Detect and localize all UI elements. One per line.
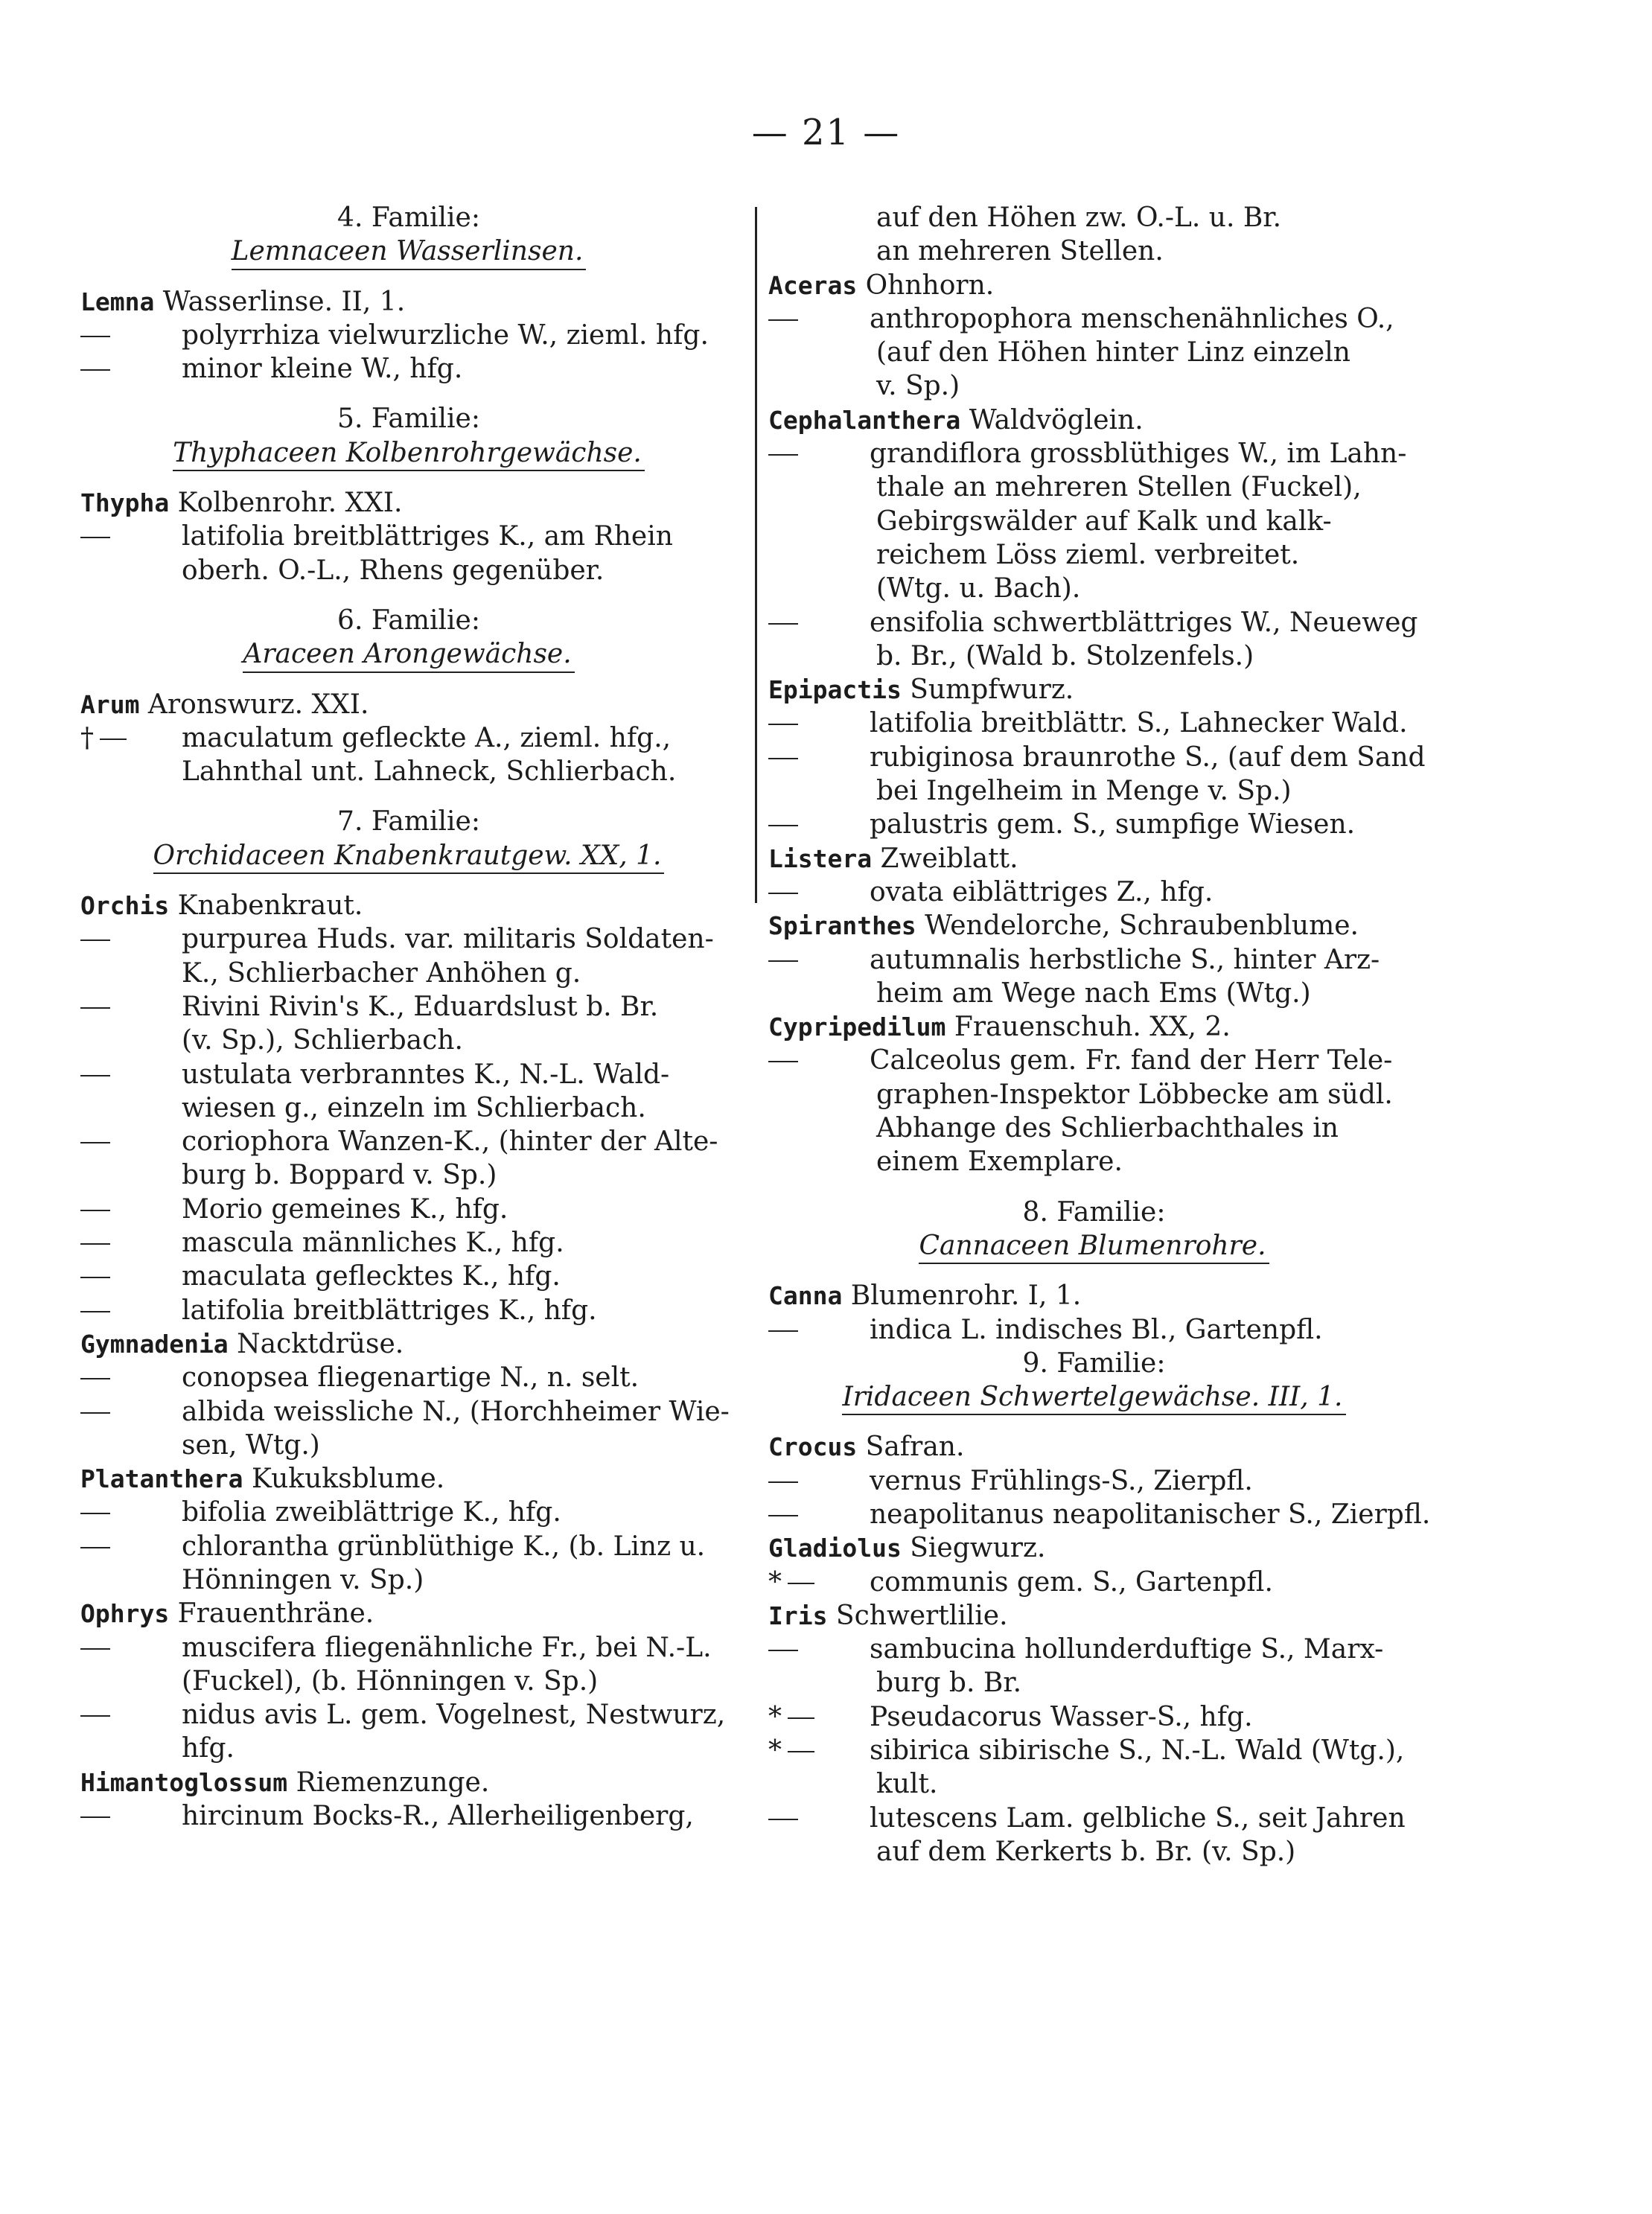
species-entry (80, 1361, 737, 1394)
family-number: 7. Familie: (337, 806, 480, 838)
ditto-dash (768, 724, 798, 725)
family-number: 4. Familie: (337, 202, 480, 233)
continuation-line: Hönningen v. Sp.) (182, 1564, 424, 1595)
continuation-line: auf den Höhen zw. O.-L. u. Br. (876, 202, 1282, 233)
continuation-line: K., Schlierbacher Anhöhen g. (182, 957, 581, 989)
species-text: maculata geflecktes K., hfg. (182, 1261, 561, 1292)
ditto-dash (788, 1751, 814, 1752)
species-text: purpurea Huds. var. militaris Soldaten- (182, 924, 714, 955)
ditto-dash (788, 1583, 814, 1584)
genus-name: Platanthera (80, 1464, 243, 1494)
species-entry (768, 706, 1420, 740)
genus-entry (768, 403, 1420, 437)
species-entry (768, 808, 1420, 841)
species-text: Calceolus gem. Fr. fand der Herr Tele- (870, 1045, 1393, 1076)
ditto-dash (80, 369, 110, 371)
species-text: latifolia breitblättriges K., hfg. (182, 1295, 597, 1326)
species-entry (768, 875, 1420, 909)
species-text: lutescens Lam. gelbliche S., seit Jahren (870, 1802, 1406, 1834)
ditto-dash (768, 623, 798, 625)
genus-name: Himantoglossum (80, 1767, 288, 1797)
genus-common-name: Schwertlilie. (827, 1600, 1008, 1631)
genus-name: Lemna (80, 287, 155, 316)
species-text: communis gem. S., Gartenpfl. (870, 1566, 1273, 1598)
family-number: 9. Familie: (1022, 1347, 1166, 1379)
ditto-dash (80, 1142, 110, 1143)
species-text: bifolia zweiblättrige K., hfg. (182, 1497, 561, 1528)
species-entry (768, 606, 1420, 639)
genus-name: Spiranthes (768, 911, 916, 941)
genus-name: Epipactis (768, 675, 902, 705)
genus-entry (768, 1010, 1420, 1044)
page-number: — 21 — (751, 112, 901, 153)
species-entry (768, 1498, 1431, 1531)
ditto-dash (768, 1481, 798, 1483)
genus-entry (768, 1279, 1420, 1312)
ditto-dash (768, 319, 798, 321)
genus-common-name: Blumenrohr. I, 1. (842, 1280, 1082, 1312)
continuation-line: wiesen g., einzeln im Schlierbach. (182, 1092, 646, 1123)
genus-common-name: Nacktdrüse. (228, 1328, 404, 1359)
species-entry (80, 1193, 737, 1226)
species-entry (768, 1313, 1420, 1347)
species-entry (80, 1226, 737, 1260)
species-text: ustulata verbranntes K., N.-L. Wald- (182, 1059, 670, 1090)
species-entry (768, 1566, 1420, 1599)
ditto-dash (80, 1816, 110, 1818)
genus-entry (768, 269, 1420, 302)
ditto-dash (80, 1715, 110, 1717)
continuation-line: Lahnthal unt. Lahneck, Schlierbach. (182, 756, 677, 788)
genus-name: Listera (768, 843, 873, 873)
family-number: 5. Familie: (337, 403, 480, 435)
ditto-dash (768, 893, 798, 894)
genus-entry (80, 1597, 737, 1630)
continuation-line: kult. (876, 1769, 938, 1800)
genus-entry (80, 1327, 737, 1361)
species-text: autumnalis herbstliche S., hinter Arz- (870, 944, 1380, 975)
ditto-dash (768, 1515, 798, 1516)
species-marker: * (768, 1735, 782, 1767)
species-text: chlorantha grünblüthige K., (b. Linz u. (182, 1531, 706, 1562)
genus-name: Cypripedilum (768, 1012, 946, 1042)
species-entry (80, 1698, 737, 1732)
species-marker: † (80, 722, 94, 753)
spacer (80, 872, 737, 889)
species-entry (80, 1125, 737, 1158)
genus-entry (768, 1430, 1420, 1464)
continuation-line: (auf den Höhen hinter Linz einzeln (876, 337, 1350, 369)
spacer (80, 386, 737, 402)
species-marker: * (768, 1701, 782, 1732)
genus-name: Canna (768, 1281, 843, 1311)
spacer (768, 1179, 1420, 1196)
genus-common-name: Frauenschuh. XX, 2. (945, 1012, 1231, 1043)
species-text: sambucina hollunderduftige S., Marx- (870, 1634, 1384, 1665)
continuation-line: (v. Sp.), Schlierbach. (182, 1025, 463, 1056)
species-text: mascula männliches K., hfg. (182, 1228, 564, 1259)
species-entry (768, 302, 1420, 336)
spacer (80, 671, 737, 688)
spacer (80, 470, 737, 486)
genus-common-name: Riemenzunge. (287, 1767, 490, 1798)
species-entry (80, 1631, 737, 1665)
ditto-dash (80, 537, 110, 538)
genus-common-name: Aronswurz. XXI. (139, 689, 369, 720)
species-text: nidus avis L. gem. Vogelnest, Nestwurz, (182, 1700, 726, 1731)
species-text: albida weissliche N., (Horchheimer Wie- (182, 1396, 730, 1427)
species-text: Rivini Rivin's K., Eduardslust b. Br. (182, 991, 659, 1022)
species-entry (80, 1058, 737, 1091)
genus-common-name: Ohnhorn. (857, 269, 995, 301)
species-text: maculatum gefleckte A., zieml. hfg., (182, 722, 672, 753)
species-text: conopsea fliegenartige N., n. selt. (182, 1362, 640, 1394)
ditto-dash (80, 1311, 110, 1312)
continuation-line: bei Ingelheim in Menge v. Sp.) (876, 776, 1292, 807)
genus-name: Thypha (80, 488, 170, 518)
species-entry (768, 437, 1420, 470)
continuation-line: hfg. (182, 1733, 235, 1764)
genus-entry (768, 1599, 1420, 1633)
genus-name: Cephalanthera (768, 405, 961, 435)
species-entry (768, 1464, 1420, 1498)
family-number: 6. Familie: (337, 604, 480, 636)
ditto-dash (80, 1513, 110, 1514)
genus-common-name: Frauenthräne. (169, 1598, 374, 1630)
species-entry (80, 1260, 737, 1293)
ditto-dash (80, 1648, 110, 1650)
species-entry (80, 1395, 737, 1429)
genus-entry (768, 909, 1420, 942)
genus-name: Gladiolus (768, 1534, 902, 1563)
genus-common-name: Kukuksblume. (243, 1464, 445, 1495)
species-entry (768, 1700, 1420, 1734)
family-name (80, 436, 737, 470)
genus-common-name: Safran. (857, 1432, 965, 1463)
left-column (80, 201, 737, 1833)
species-entry (768, 1734, 1420, 1767)
ditto-dash (80, 1007, 110, 1009)
ditto-dash (768, 825, 798, 826)
family-name (768, 1229, 1420, 1263)
genus-entry (768, 1531, 1420, 1565)
species-entry (80, 319, 737, 352)
species-text: latifolia breitblättriges K., am Rhein (182, 521, 673, 552)
genus-name: Gymnadenia (80, 1329, 229, 1359)
continuation-line: burg b. Br. (876, 1668, 1022, 1699)
spacer (80, 788, 737, 805)
spacer (80, 587, 737, 604)
species-text: Morio gemeines K., hfg. (182, 1193, 508, 1225)
ditto-dash (768, 1650, 798, 1651)
species-text: neapolitanus neapolitanischer S., Zierpfl. (870, 1499, 1431, 1530)
genus-entry (80, 285, 737, 319)
continuation-line: burg b. Boppard v. Sp.) (182, 1160, 497, 1191)
continuation-line: Gebirgswälder auf Kalk und kalk- (876, 505, 1332, 537)
ditto-dash (80, 1378, 110, 1379)
genus-entry (80, 688, 737, 721)
family-number: 8. Familie: (1022, 1196, 1166, 1228)
species-text: minor kleine W., hfg. (182, 354, 463, 385)
genus-common-name: Siegwurz. (901, 1533, 1046, 1564)
genus-name: Iris (768, 1601, 828, 1630)
genus-common-name: Zweiblatt. (872, 843, 1018, 874)
ditto-dash (80, 1412, 110, 1414)
species-entry (80, 352, 737, 386)
species-text: ovata eiblättriges Z., hfg. (870, 876, 1214, 907)
genus-entry (80, 889, 737, 922)
continuation-line: auf dem Kerkerts b. Br. (v. Sp.) (876, 1836, 1296, 1867)
genus-name: Arum (80, 689, 140, 719)
continuation-line: einem Exemplare. (876, 1146, 1123, 1178)
species-text: hircinum Bocks-R., Allerheiligenberg, (182, 1801, 694, 1832)
continuation-line: an mehreren Stellen. (876, 236, 1164, 267)
ditto-dash (80, 1277, 110, 1278)
ditto-dash (768, 1061, 798, 1062)
family-name-text: Orchidaceen Knabenkrautgew. XX, 1. (153, 839, 665, 874)
genus-entry (80, 486, 737, 520)
ditto-dash (768, 1330, 798, 1332)
ditto-dash (80, 336, 110, 337)
spacer (768, 1414, 1420, 1430)
species-entry (80, 1799, 737, 1833)
genus-entry (768, 842, 1420, 875)
continuation-line: graphen-Inspektor Löbbecke am südl. (876, 1079, 1393, 1110)
species-entry (80, 520, 737, 553)
ditto-dash (768, 758, 798, 759)
genus-common-name: Sumpfwurz. (901, 674, 1074, 706)
species-entry (80, 1294, 737, 1327)
ditto-dash (788, 1717, 814, 1719)
continuation-line: Abhange des Schlierbachthales in (876, 1113, 1339, 1144)
genus-common-name: Waldvöglein. (960, 404, 1144, 436)
continuation-line: v. Sp.) (876, 371, 960, 402)
species-text: coriophora Wanzen-K., (hinter der Alte- (182, 1126, 718, 1158)
species-text: sibirica sibirische S., N.-L. Wald (Wtg.), (870, 1735, 1405, 1767)
family-name-text: Iridaceen Schwertelgewächse. III, 1. (842, 1380, 1345, 1415)
species-text: polyrrhiza vielwurzliche W., zieml. hfg. (182, 319, 709, 351)
family-name-text: Cannaceen Blumenrohre. (919, 1229, 1269, 1264)
family-name-text: Thyphaceen Kolbenrohrgewächse. (173, 436, 645, 471)
ditto-dash (768, 1819, 798, 1820)
family-name (80, 235, 737, 268)
genus-common-name: Wasserlinse. II, 1. (154, 286, 406, 317)
species-entry (768, 943, 1420, 977)
species-text: anthropophora menschenähnliches O., (870, 303, 1394, 334)
ditto-dash (80, 1075, 110, 1076)
species-text: rubiginosa braunrothe S., (auf dem Sand (870, 741, 1426, 773)
species-text: vernus Frühlings-S., Zierpfl. (870, 1465, 1253, 1496)
ditto-dash (80, 1547, 110, 1548)
species-entry (80, 1530, 737, 1563)
genus-name: Ophrys (80, 1599, 170, 1629)
family-name-text: Lemnaceen Wasserlinsen. (232, 235, 587, 269)
ditto-dash (80, 1210, 110, 1211)
family-name (80, 637, 737, 671)
genus-name: Crocus (768, 1432, 858, 1462)
continuation-line: (Fuckel), (b. Hönningen v. Sp.) (182, 1665, 599, 1697)
family-name (768, 1380, 1420, 1414)
family-name (80, 839, 737, 872)
genus-name: Orchis (80, 891, 170, 921)
species-entry (768, 1633, 1420, 1666)
species-text: Pseudacorus Wasser-S., hfg. (870, 1701, 1253, 1732)
species-entry (80, 1496, 737, 1529)
species-entry (80, 922, 737, 956)
ditto-dash (768, 960, 798, 962)
species-entry (768, 741, 1426, 774)
species-entry (80, 990, 737, 1024)
ditto-dash (80, 939, 110, 941)
continuation-line: thale an mehreren Stellen (Fuckel), (876, 472, 1362, 503)
genus-common-name: Wendelorche, Schraubenblume. (916, 910, 1359, 942)
species-text: ensifolia schwertblättriges W., Neueweg (870, 607, 1418, 638)
continuation-line: sen, Wtg.) (182, 1429, 320, 1461)
family-name-text: Araceen Arongewächse. (243, 637, 574, 672)
genus-common-name: Kolbenrohr. XXI. (169, 488, 403, 519)
genus-name: Aceras (768, 270, 858, 300)
ditto-dash (768, 454, 798, 456)
species-entry (768, 1044, 1420, 1077)
genus-entry (768, 673, 1420, 706)
spacer (768, 1263, 1420, 1279)
species-text: indica L. indisches Bl., Gartenpfl. (870, 1314, 1323, 1345)
column-divider (755, 207, 757, 903)
species-text: latifolia breitblättr. S., Lahnecker Wald. (870, 708, 1408, 739)
ditto-dash (100, 738, 127, 740)
genus-entry (80, 1766, 737, 1799)
species-text: muscifera fliegenähnliche Fr., bei N.-L. (182, 1632, 712, 1663)
continuation-line: b. Br., (Wald b. Stolzenfels.) (876, 640, 1254, 671)
spacer (80, 269, 737, 285)
continuation-line: heim am Wege nach Ems (Wtg.) (876, 977, 1311, 1009)
species-text: grandiflora grossblüthiges W., im Lahn- (870, 438, 1407, 470)
genus-entry (80, 1462, 737, 1496)
continuation-line: reichem Löss zieml. verbreitet. (876, 539, 1300, 570)
ditto-dash (80, 1243, 110, 1245)
species-marker: * (768, 1566, 782, 1598)
species-entry (768, 1802, 1420, 1835)
continuation-line: oberh. O.-L., Rhens gegenüber. (182, 555, 605, 586)
genus-common-name: Knabenkraut. (169, 890, 363, 922)
continuation-line: (Wtg. u. Bach). (876, 573, 1081, 604)
species-entry (80, 721, 737, 755)
right-column (768, 201, 1431, 1869)
species-text: palustris gem. S., sumpfige Wiesen. (870, 809, 1356, 840)
